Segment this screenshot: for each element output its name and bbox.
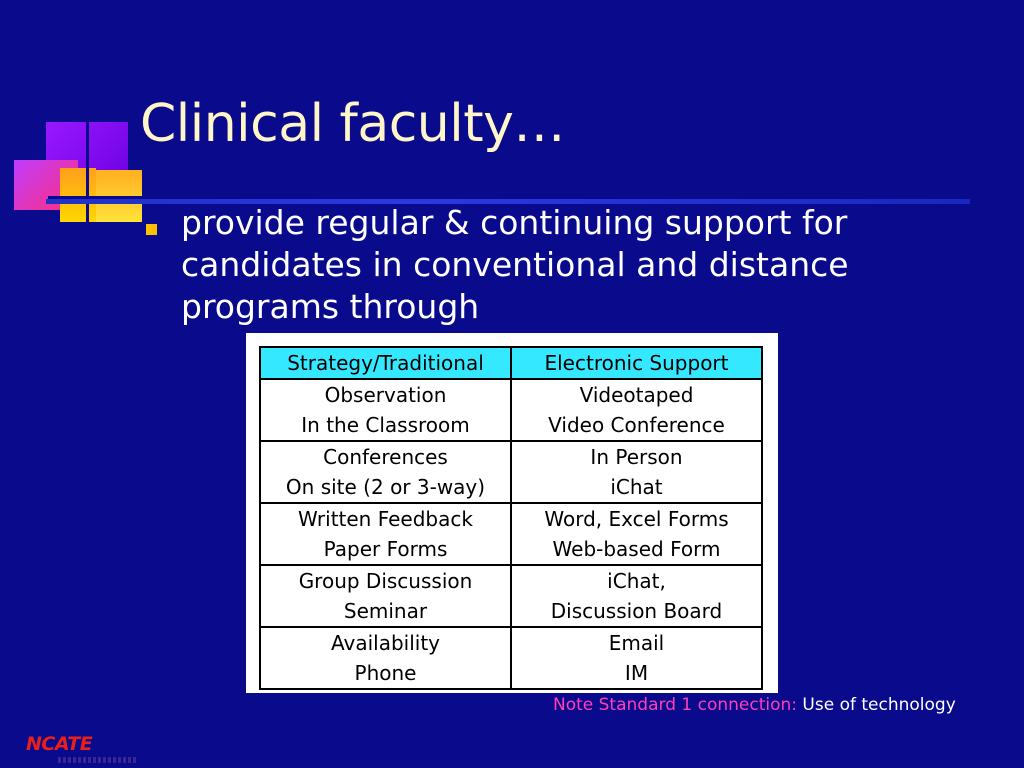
cell-line: iChat,	[607, 569, 666, 593]
decorative-yellow-square	[60, 168, 96, 222]
cell-line: IM	[624, 661, 649, 685]
cell-line: iChat	[610, 475, 663, 499]
table-header-cell: Strategy/Traditional	[260, 347, 511, 379]
cell-line: Web-based Form	[552, 537, 721, 561]
cell-line: In Person	[590, 445, 683, 469]
table-cell	[511, 379, 762, 441]
decorative-divider	[86, 120, 89, 224]
standard-note	[553, 695, 956, 715]
table-cell	[260, 627, 511, 689]
bullet-square-icon	[146, 224, 157, 235]
slide-title: Clinical faculty…	[140, 94, 565, 154]
ncate-logo: NCATE	[26, 733, 93, 755]
table-cell	[511, 627, 762, 689]
note-value: Use of technology	[802, 695, 956, 715]
table-row	[260, 379, 762, 441]
table-row	[260, 565, 762, 627]
support-table	[259, 346, 763, 690]
note-label: Note Standard 1 connection:	[553, 695, 798, 715]
cell-line: Written Feedback	[298, 507, 473, 531]
table-cell	[260, 565, 511, 627]
table-cell	[511, 503, 762, 565]
table-cell	[260, 503, 511, 565]
cell-line: Phone	[354, 661, 417, 685]
cell-line: Email	[608, 631, 665, 655]
table-panel	[246, 333, 778, 693]
table-cell	[260, 441, 511, 503]
cell-line: Seminar	[343, 599, 428, 623]
table-cell	[511, 441, 762, 503]
cell-line: Discussion Board	[550, 599, 723, 623]
cell-line: Word, Excel Forms	[544, 507, 729, 531]
table-row	[260, 441, 762, 503]
cell-line: Observation	[324, 383, 447, 407]
cell-line: Group Discussion	[298, 569, 473, 593]
table-row	[260, 503, 762, 565]
cell-line: Availability	[330, 631, 440, 655]
cell-line: Conferences	[323, 445, 448, 469]
cell-line: Video Conference	[548, 413, 725, 437]
logo-tagline-decoration	[58, 757, 138, 763]
table-row	[260, 627, 762, 689]
decorative-divider	[128, 120, 131, 170]
table-cell	[260, 379, 511, 441]
table-header-cell: Electronic Support	[511, 347, 762, 379]
bullet-text: provide regular & continuing support for candidates in conventional and distance programs through	[181, 203, 849, 326]
cell-line: Videotaped	[579, 383, 694, 407]
cell-line: On site (2 or 3-way)	[285, 475, 486, 499]
table-cell	[511, 565, 762, 627]
cell-line: Paper Forms	[323, 537, 448, 561]
cell-line: In the Classroom	[301, 413, 470, 437]
table-header-row	[260, 347, 762, 379]
